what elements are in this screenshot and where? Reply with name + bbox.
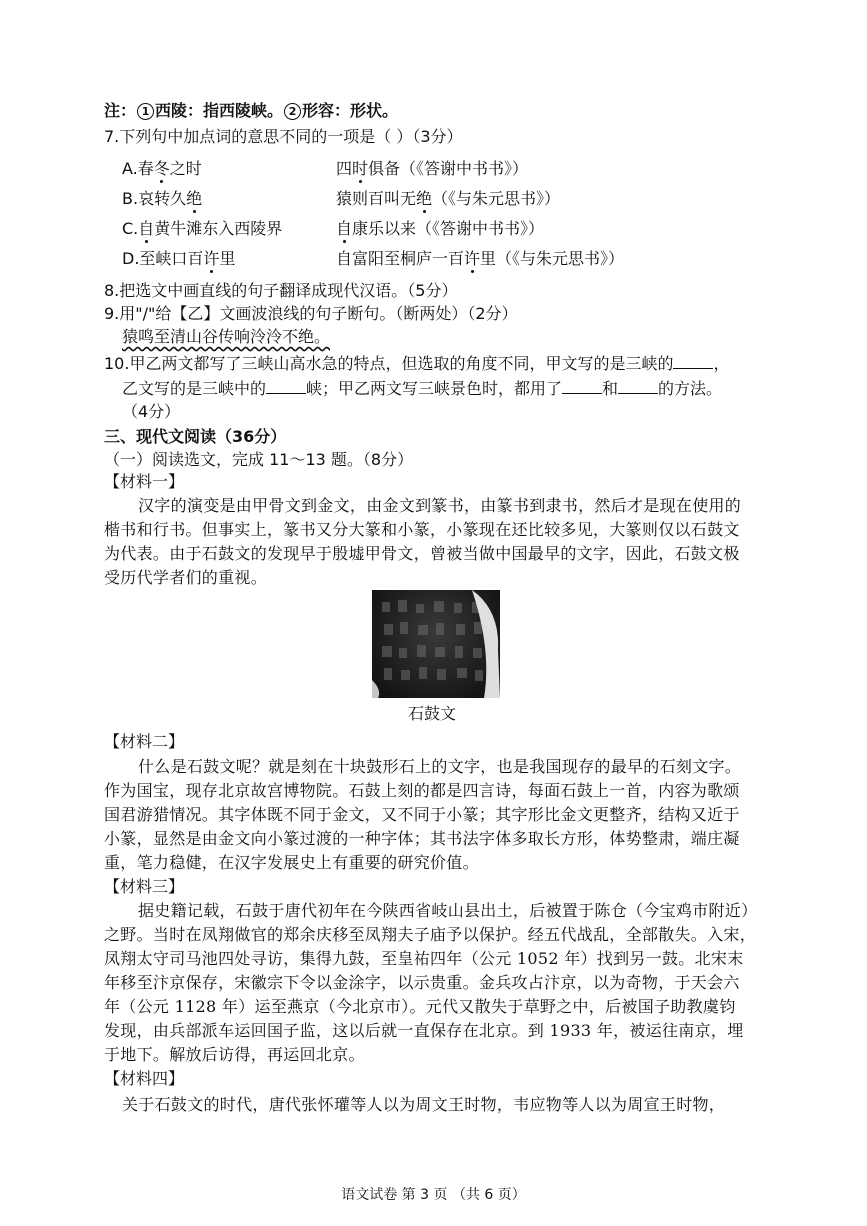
- q10-text-2: ，: [713, 354, 730, 373]
- material-1-line-3: 为代表。由于石鼓文的发现早于殷墟甲骨文，曾被当做中国最早的文字，因此，石鼓文极: [104, 544, 740, 563]
- q7-option-c: [122, 218, 722, 240]
- material-1-line-1: 汉字的演变是由甲骨文到金文，由金文到篆书，由篆书到隶书，然后才是现在使用的: [138, 496, 742, 515]
- question-10-line-2: [122, 377, 722, 400]
- q7-option-a: [122, 158, 722, 180]
- material-3-line-1: 据史籍记载，石鼓于唐代初年在今陕西省岐山县出土，后被置于陈仓（今宝鸡市附近）: [138, 901, 758, 920]
- material-2-line-2: 作为国宝，现存北京故宫博物院。石鼓上刻的都是四言诗，每面石鼓上一首，内容为歌颂: [104, 781, 740, 800]
- q7b-left-dotted: 绝: [186, 189, 203, 208]
- material-2-line-1: 什么是石鼓文呢？就是刻在十块鼓形石上的文字，也是我国现存的最早的石刻文字。: [138, 757, 742, 776]
- question-7-stem: 7.下列句中加点词的意思不同的一项是（ ）（3分）: [104, 127, 463, 146]
- q7d-left-pre: D.至峡口百: [122, 249, 204, 268]
- q10-text-5: 和: [602, 379, 619, 398]
- answer-blank-1[interactable]: [673, 352, 713, 369]
- q7b-right-dotted: 绝: [416, 189, 433, 208]
- q10-text-1: 10.甲乙两文都写了三峡山高水急的特点，但选取的角度不同，甲文写的是三峡的: [104, 354, 674, 373]
- q7a-right: [336, 158, 528, 180]
- material-2-heading: 【材料二】: [104, 732, 185, 751]
- question-10-score: （4分）: [122, 402, 181, 421]
- q7a-left-post: 之时: [169, 159, 202, 178]
- material-3-line-7: 于地下。解放后访得，再运回北京。: [104, 1045, 365, 1064]
- q7d-left-post: 里: [219, 249, 236, 268]
- note-prefix: 注：: [104, 101, 137, 120]
- q7c-left-post: 黄牛滩东入西陵界: [154, 219, 283, 238]
- section-3-title: 三、现代文阅读（36分）: [104, 427, 287, 446]
- material-2-line-4: 小篆，显然是由金文向小篆过渡的一种字体；其书法字体多取长方形，体势整肃，端庄凝: [104, 829, 740, 848]
- q7d-right: [336, 248, 624, 270]
- q7d-right-pre: 自富阳至桐庐一百: [336, 249, 465, 268]
- material-3-line-5: 年（公元 1128 年）运至燕京（今北京市）。元代又散失于草野之中，后被国子助教虞钧: [104, 997, 736, 1016]
- q7c-left-pre: C.: [122, 219, 139, 238]
- question-9-sentence: [122, 326, 330, 348]
- rubbing-texture: [372, 590, 500, 698]
- question-8: 8.把选文中画直线的句子翻译成现代汉语。（5分）: [104, 281, 458, 300]
- material-1-line-2: 楷书和行书。但事实上，篆书又分大篆和小篆，小篆现在还比较多见，大篆则仅以石鼓文: [104, 520, 740, 539]
- question-10-line-1: [104, 352, 729, 375]
- q7c-right-dotted: 自: [336, 219, 353, 238]
- q7a-right-dotted: 时: [352, 159, 369, 178]
- q7d-left-dotted: 许: [203, 249, 220, 268]
- image-caption: 石鼓文: [408, 704, 457, 723]
- material-1-line-4: 受历代学者们的重视。: [104, 568, 268, 587]
- material-1-heading: 【材料一】: [104, 472, 185, 491]
- answer-blank-3[interactable]: [562, 377, 602, 394]
- wavy-sentence: 猿鸣至清山谷传响泠泠不绝。: [122, 327, 331, 346]
- q7d-right-post: 里（《与朱元思书》）: [480, 249, 625, 268]
- page-footer: 语文试卷 第 3 页 （共 6 页）: [341, 1187, 526, 1203]
- q10-text-3: 乙文写的是三峡中的: [122, 379, 267, 398]
- material-3-heading: 【材料三】: [104, 877, 185, 896]
- q7b-right-post: （《与朱元思书》）: [432, 189, 561, 208]
- material-4-line-1: 关于石鼓文的时代，唐代张怀瓘等人以为周文王时物，韦应物等人以为周宣王时物，: [122, 1095, 726, 1114]
- note-2: 形容：形状。: [302, 101, 399, 120]
- q7-option-b: [122, 188, 722, 210]
- q7d-right-dotted: 许: [464, 249, 481, 268]
- q10-text-4: 峡；甲乙两文写三峡景色时，都用了: [306, 379, 563, 398]
- q7a-right-post: 俱备（《答谢中书书》）: [368, 159, 529, 178]
- q7b-right: [336, 188, 560, 210]
- q7b-right-pre: 猿则百叫无: [336, 189, 417, 208]
- answer-blank-4[interactable]: [618, 377, 658, 394]
- answer-blank-2[interactable]: [266, 377, 306, 394]
- material-3-line-6: 发现，由兵部派车运回国子监，这以后就一直保存在北京。到 1933 年，被运往南京，埋: [104, 1021, 744, 1040]
- material-4-heading: 【材料四】: [104, 1069, 185, 1088]
- q7-option-d: [122, 248, 722, 270]
- footnote-marker-2: 2: [284, 103, 301, 120]
- material-3-line-4: 年移至汴京保存，宋徽宗下令以金涂字，以示贵重。金兵攻占汴京，以为奇物，于天会六: [104, 973, 740, 992]
- material-2-line-3: 国君游猎情况。其字体既不同于金文，又不同于小篆；其字形比金文更整齐，结构又近于: [104, 805, 740, 824]
- q7a-left-pre: A.春: [122, 159, 154, 178]
- q7c-right-post: 康乐以来（《答谢中书书》）: [352, 219, 545, 238]
- question-9-stem: 9.用"/"给【乙】文画波浪线的句子断句。（断两处）（2分）: [104, 304, 518, 323]
- q7b-left-pre: B.哀转久: [122, 189, 187, 208]
- material-3-line-2: 之野。当时在凤翔做官的郑余庆移至凤翔夫子庙予以保护。经五代战乱，全部散失。入宋，: [104, 925, 757, 944]
- q7a-right-pre: 四: [336, 159, 353, 178]
- section-3-subtitle: （一）阅读选文，完成 11～13 题。（8分）: [104, 450, 414, 469]
- material-3-line-3: 凤翔太守司马池四处寻访，集得九鼓，至皇祐四年（公元 1052 年）找到另一鼓。北宋末: [104, 949, 744, 968]
- q10-text-6: 的方法。: [658, 379, 723, 398]
- material-2-line-5: 重，笔力稳健，在汉字发展史上有重要的研究价值。: [104, 853, 479, 872]
- note-1: 西陵：指西陵峡。: [155, 101, 284, 120]
- q7c-left-dotted: 自: [138, 219, 155, 238]
- footnote: [104, 100, 398, 122]
- stone-drum-rubbing-image: [372, 590, 500, 698]
- q7c-right: [336, 218, 544, 240]
- q7a-left-dotted: 冬: [153, 159, 170, 178]
- footnote-marker-1: 1: [137, 103, 154, 120]
